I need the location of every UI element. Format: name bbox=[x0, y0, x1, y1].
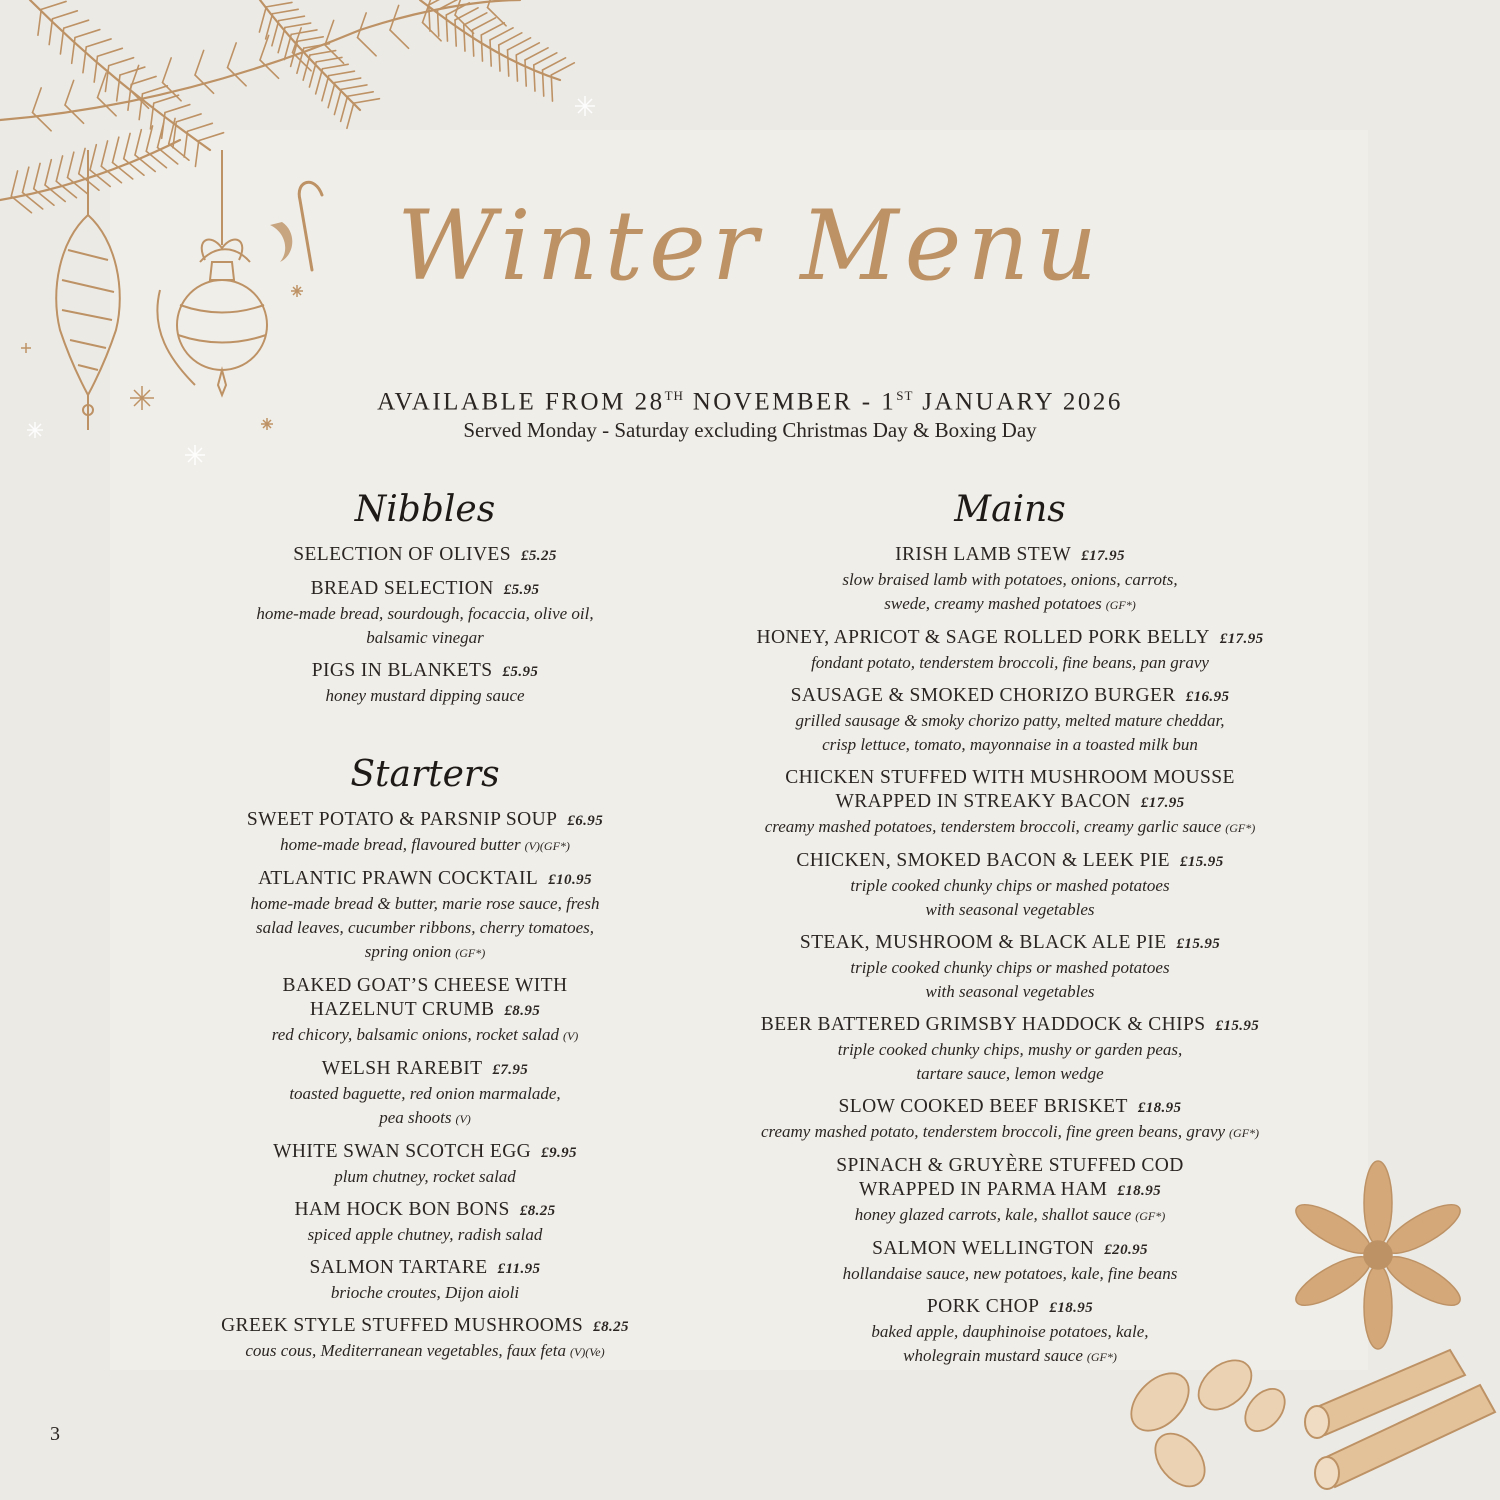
nibbles-section bbox=[185, 485, 665, 717]
dietary-label: (V)(GF*) bbox=[524, 839, 570, 853]
item-description: fondant potato, tenderstem broccoli, fine beans, pan gravy bbox=[811, 653, 1209, 672]
dietary-label: (GF*) bbox=[1135, 1209, 1166, 1223]
item-name: SLOW COOKED BEEF BRISKET £18.95 bbox=[838, 1096, 1182, 1117]
item-description: triple cooked chunky chips or mashed potatoes bbox=[850, 958, 1170, 977]
item-description: salad leaves, cucumber ribbons, cherry tomatoes, bbox=[255, 918, 595, 937]
item-name: SWEET POTATO & PARSNIP SOUP £6.95 bbox=[246, 809, 604, 830]
menu-item bbox=[185, 1057, 665, 1131]
item-description: creamy mashed potatoes, tenderstem broccoli, creamy garlic sauce (GF*) bbox=[764, 817, 1256, 836]
menu-item bbox=[185, 867, 665, 965]
item-price: £17.95 bbox=[1081, 548, 1125, 564]
item-price: £20.95 bbox=[1104, 1242, 1148, 1258]
item-name: HAM HOCK BON BONS £8.25 bbox=[294, 1199, 556, 1220]
item-description: home-made bread, flavoured butter (V)(GF*) bbox=[280, 835, 570, 854]
item-description: honey glazed carrots, kale, shallot sauce (GF*) bbox=[854, 1205, 1166, 1224]
item-price: £17.95 bbox=[1219, 631, 1264, 647]
served-days: Served Monday - Saturday excluding Christmas Day & Boxing Day bbox=[463, 418, 1037, 442]
item-description: cous cous, Mediterranean vegetables, faux feta (V)(Ve) bbox=[245, 1341, 605, 1360]
item-name: IRISH LAMB STEW £17.95 bbox=[895, 544, 1125, 565]
item-description: balsamic vinegar bbox=[366, 628, 484, 647]
menu-item bbox=[185, 808, 665, 858]
item-name: SPINACH & GRUYÈRE STUFFED COD bbox=[836, 1155, 1184, 1176]
item-price: £18.95 bbox=[1137, 1100, 1182, 1116]
item-name: SAUSAGE & SMOKED CHORIZO BURGER £16.95 bbox=[790, 685, 1230, 706]
menu-item bbox=[700, 1095, 1320, 1145]
mains-section bbox=[700, 485, 1320, 1378]
item-description: with seasonal vegetables bbox=[925, 900, 1095, 919]
item-price: £8.25 bbox=[519, 1203, 556, 1219]
menu-item bbox=[185, 543, 665, 568]
menu-item bbox=[700, 543, 1320, 617]
menu-item bbox=[185, 1140, 665, 1189]
starters-heading: Starters bbox=[350, 754, 500, 795]
item-name: BEER BATTERED GRIMSBY HADDOCK & CHIPS £15.95 bbox=[760, 1014, 1260, 1035]
item-description: swede, creamy mashed potatoes (GF*) bbox=[884, 594, 1136, 613]
nibbles-heading: Nibbles bbox=[354, 489, 496, 530]
item-description: home-made bread, sourdough, focaccia, olive oil, bbox=[256, 604, 594, 623]
starters-list bbox=[185, 808, 665, 1364]
item-name: HONEY, APRICOT & SAGE ROLLED PORK BELLY £17.95 bbox=[756, 627, 1264, 648]
item-name: WELSH RAREBIT £7.95 bbox=[321, 1058, 529, 1079]
item-price: £5.25 bbox=[521, 548, 557, 564]
menu-item bbox=[700, 1154, 1320, 1228]
item-name: ATLANTIC PRAWN COCKTAIL £10.95 bbox=[258, 868, 592, 889]
item-description: spiced apple chutney, radish salad bbox=[307, 1225, 543, 1244]
item-description: crisp lettuce, tomato, mayonnaise in a toasted milk bun bbox=[822, 735, 1198, 754]
menu-item bbox=[185, 659, 665, 708]
item-price: £15.95 bbox=[1179, 854, 1224, 870]
item-description: honey mustard dipping sauce bbox=[325, 686, 525, 705]
item-price: £18.95 bbox=[1049, 1300, 1094, 1316]
item-price: £8.25 bbox=[593, 1319, 629, 1335]
item-price: £15.95 bbox=[1176, 936, 1221, 952]
item-name: WRAPPED IN PARMA HAM £18.95 bbox=[858, 1179, 1162, 1200]
item-description: triple cooked chunky chips or mashed potatoes bbox=[850, 876, 1170, 895]
menu-item bbox=[700, 766, 1320, 840]
item-description: creamy mashed potato, tenderstem broccoli, fine green beans, gravy (GF*) bbox=[760, 1122, 1260, 1141]
nibbles-list bbox=[185, 543, 665, 708]
menu-item bbox=[700, 1237, 1320, 1286]
dietary-label: (GF*) bbox=[1225, 821, 1256, 835]
item-price: £11.95 bbox=[497, 1261, 541, 1277]
availability-dates: AVAILABLE FROM 28TH NOVEMBER - 1ST JANUARY 2026 bbox=[377, 388, 1123, 416]
item-price: £18.95 bbox=[1117, 1183, 1162, 1199]
item-description: tartare sauce, lemon wedge bbox=[916, 1064, 1104, 1083]
menu-item bbox=[185, 1198, 665, 1247]
item-price: £6.95 bbox=[567, 813, 604, 829]
item-description: spring onion (GF*) bbox=[364, 942, 486, 961]
dietary-label: (GF*) bbox=[1105, 598, 1136, 612]
dietary-label: (V) bbox=[455, 1112, 471, 1126]
page-number: 3 bbox=[50, 1423, 60, 1445]
menu-item bbox=[185, 577, 665, 650]
item-price: £15.95 bbox=[1215, 1018, 1260, 1034]
item-description: with seasonal vegetables bbox=[925, 982, 1095, 1001]
item-price: £8.95 bbox=[504, 1003, 541, 1019]
cinnamon-stick-illustration bbox=[1305, 1350, 1495, 1489]
item-description: wholegrain mustard sauce (GF*) bbox=[903, 1346, 1117, 1365]
starters-section bbox=[185, 750, 665, 1373]
dietary-label: (V) bbox=[562, 1029, 579, 1043]
item-description: grilled sausage & smoky chorizo patty, melted mature cheddar, bbox=[795, 711, 1225, 730]
menu-item bbox=[700, 1295, 1320, 1369]
item-name: PORK CHOP £18.95 bbox=[926, 1296, 1094, 1317]
item-price: £5.95 bbox=[502, 664, 539, 680]
dietary-label: (V)(Ve) bbox=[569, 1345, 605, 1359]
menu-item bbox=[700, 626, 1320, 675]
item-name: GREEK STYLE STUFFED MUSHROOMS £8.25 bbox=[221, 1315, 629, 1336]
item-name: SALMON TARTARE £11.95 bbox=[309, 1257, 541, 1278]
item-description: home-made bread & butter, marie rose sauce, fresh bbox=[250, 894, 600, 913]
item-name: WHITE SWAN SCOTCH EGG £9.95 bbox=[273, 1141, 577, 1162]
menu-item bbox=[700, 931, 1320, 1004]
item-price: £5.95 bbox=[503, 582, 540, 598]
dietary-label: (GF*) bbox=[1229, 1126, 1260, 1140]
item-name: WRAPPED IN STREAKY BACON £17.95 bbox=[835, 791, 1185, 812]
item-description: red chicory, balsamic onions, rocket salad (V) bbox=[271, 1025, 579, 1044]
item-price: £7.95 bbox=[492, 1062, 529, 1078]
item-description: plum chutney, rocket salad bbox=[334, 1167, 516, 1186]
item-name: SELECTION OF OLIVES £5.25 bbox=[293, 544, 557, 565]
item-description: pea shoots (V) bbox=[379, 1108, 471, 1127]
menu-item bbox=[700, 1013, 1320, 1086]
item-name: CHICKEN, SMOKED BACON & LEEK PIE £15.95 bbox=[796, 850, 1224, 871]
menu-item bbox=[185, 1314, 665, 1364]
item-description: triple cooked chunky chips, mushy or garden peas, bbox=[837, 1040, 1183, 1059]
mains-list bbox=[700, 543, 1320, 1369]
menu-item bbox=[185, 1256, 665, 1305]
menu-title: Winter Menu bbox=[396, 190, 1104, 302]
menu-item bbox=[700, 849, 1320, 922]
item-price: £17.95 bbox=[1140, 795, 1185, 811]
item-name: PIGS IN BLANKETS £5.95 bbox=[311, 660, 539, 681]
item-name: BREAD SELECTION £5.95 bbox=[310, 578, 540, 599]
item-description: baked apple, dauphinoise potatoes, kale, bbox=[871, 1322, 1149, 1341]
item-name: CHICKEN STUFFED WITH MUSHROOM MOUSSE bbox=[785, 767, 1235, 788]
dietary-label: (GF*) bbox=[1086, 1350, 1117, 1364]
item-description: toasted baguette, red onion marmalade, bbox=[289, 1084, 561, 1103]
mains-heading: Mains bbox=[954, 489, 1066, 530]
menu-item bbox=[700, 684, 1320, 757]
item-price: £10.95 bbox=[548, 872, 592, 888]
item-name: BAKED GOAT’S CHEESE WITH bbox=[282, 975, 568, 996]
item-name: STEAK, MUSHROOM & BLACK ALE PIE £15.95 bbox=[799, 932, 1221, 953]
dietary-label: (GF*) bbox=[455, 946, 486, 960]
item-price: £9.95 bbox=[541, 1145, 577, 1161]
item-price: £16.95 bbox=[1185, 689, 1230, 705]
item-description: brioche croutes, Dijon aioli bbox=[330, 1283, 520, 1302]
item-name: SALMON WELLINGTON £20.95 bbox=[872, 1238, 1148, 1259]
item-description: hollandaise sauce, new potatoes, kale, fine beans bbox=[842, 1264, 1178, 1283]
item-description: slow braised lamb with potatoes, onions, carrots, bbox=[842, 570, 1178, 589]
item-name: HAZELNUT CRUMB £8.95 bbox=[309, 999, 541, 1020]
menu-item bbox=[185, 974, 665, 1048]
